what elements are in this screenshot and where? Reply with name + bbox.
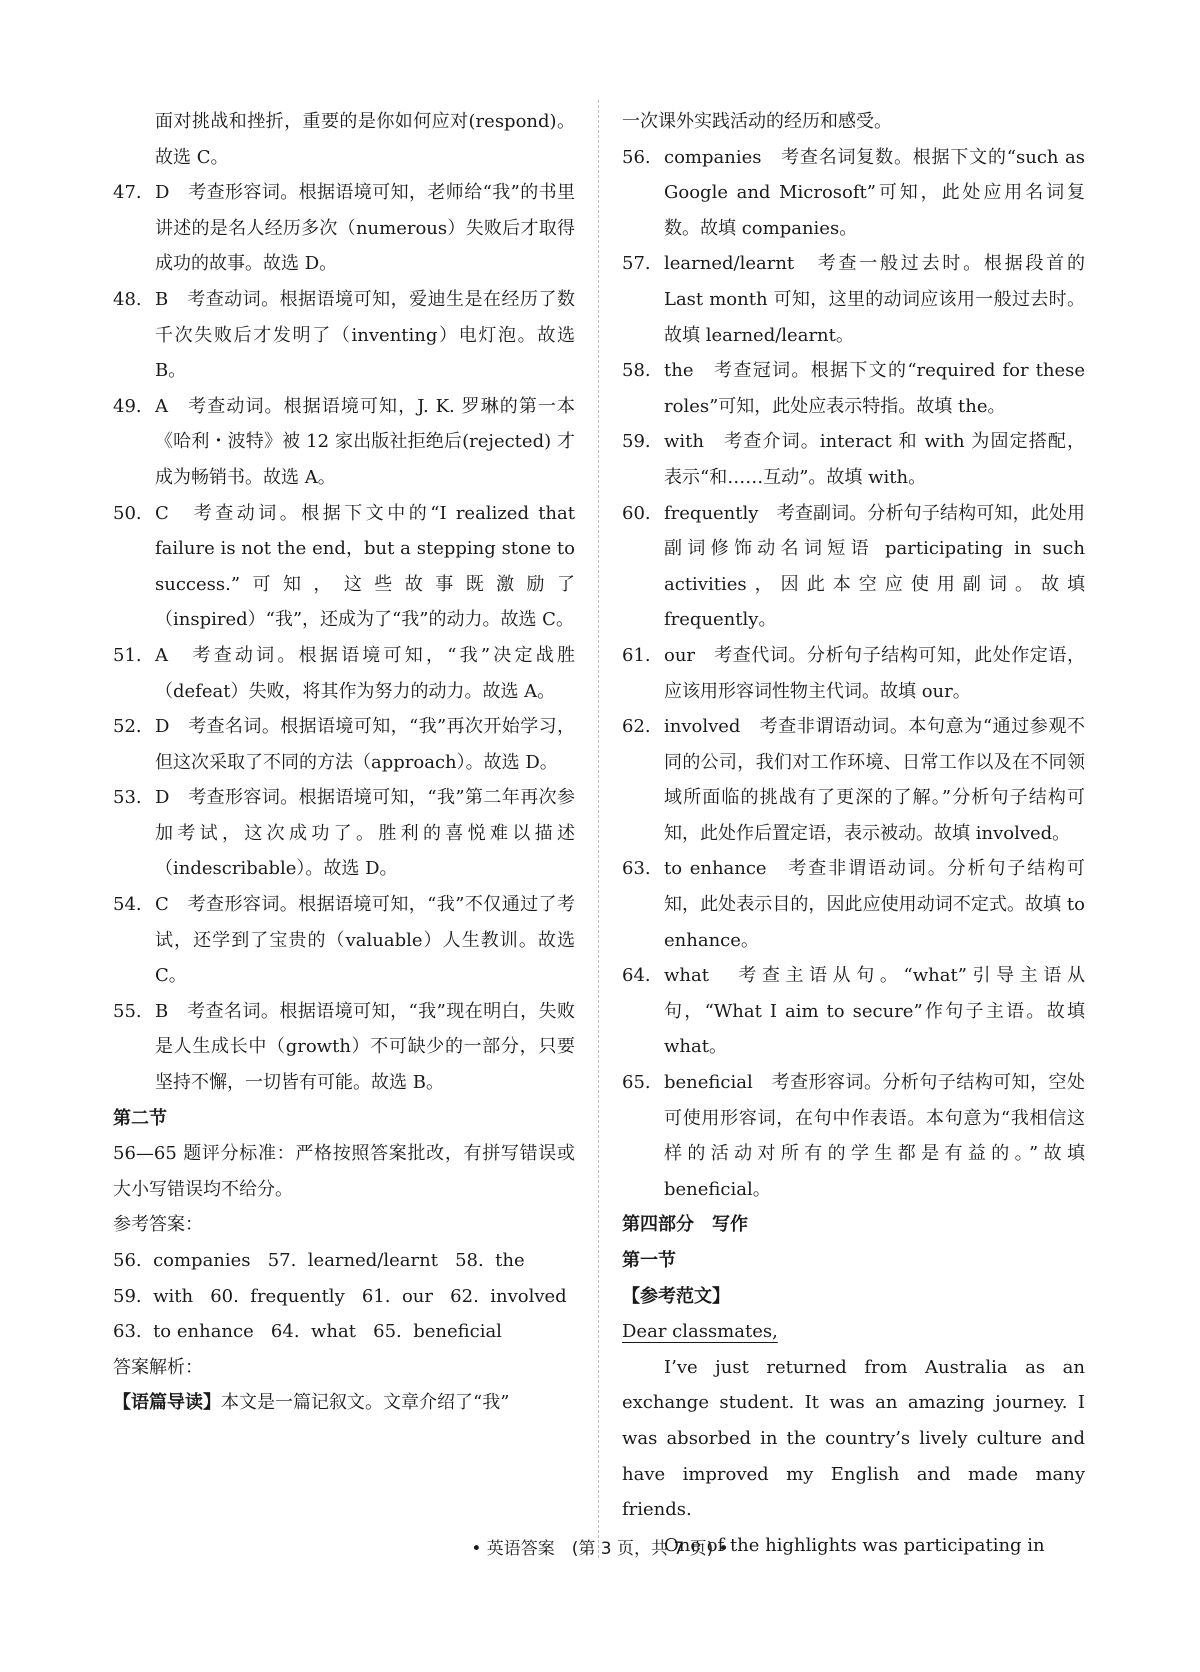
section-heading: 第二节 — [113, 1107, 167, 1129]
analysis-label: 答案解析： — [113, 1356, 203, 1378]
item-text: what 考查主语从句。“what”引导主语从句，“What I aim to secure”作句子主语。故填 what。 — [664, 965, 1085, 1058]
item-text: with 考查介词。interact 和 with 为固定搭配，表示“和……互动”。故填 with。 — [664, 431, 1085, 488]
answer-item-49 — [113, 389, 575, 496]
sample-essay-label: 【参考范文】 — [622, 1285, 730, 1307]
answer-item-56 — [622, 140, 1085, 247]
part-heading: 第四部分 写作 — [622, 1214, 748, 1236]
answer-item-60 — [622, 496, 1085, 638]
item-number: 65. — [622, 1072, 651, 1094]
passage-guide-continued: 一次课外实践活动的经历和感受。 — [622, 111, 892, 132]
item-number: 49. — [113, 395, 142, 417]
item-number: 60. — [622, 502, 651, 524]
item-number: 54. — [113, 894, 142, 916]
item-text: companies 考查名词复数。根据下文的“such as Google and Microsoft”可知，此处应用名词复数。故填 companies。 — [664, 146, 1085, 239]
item-text: C 考查动词。根据下文中的“I realized that failure is not the end，but a stepping stone to success.”可知，这些故事既激励了（inspired）“我”，还成为了“我”的动力。故选 C。 — [155, 502, 575, 631]
item-text: frequently 考查副词。分析句子结构可知，此处用副词修饰动名词短语 participating in such activities，因此本空应使用副词。故填 frequently。 — [664, 502, 1085, 631]
item-number: 63. — [622, 858, 651, 880]
essay-salutation — [622, 1314, 1085, 1350]
item-number: 64. — [622, 965, 651, 987]
answer-item-54 — [113, 887, 575, 994]
column-divider — [598, 100, 599, 1558]
reference-answer-label: 参考答案： — [113, 1214, 203, 1236]
answer-item-63 — [622, 851, 1085, 958]
item-text: A 考查动词。根据语境可知，“我”决定战胜（defeat）失败，将其作为努力的动力。故选 A。 — [155, 644, 575, 702]
scoring-criteria: 56—65 题评分标准：严格按照答案批改，有拼写错误或大小写错误均不给分。 — [113, 1143, 575, 1200]
item-number: 61. — [622, 644, 651, 666]
answer-item-61 — [622, 638, 1085, 709]
essay-paragraph: I’ve just returned from Australia as an exchange student. It was an amazing journey. I was absorbed in the country’s lively culture and have improved my English and made many friends. — [622, 1356, 1085, 1521]
item-text: learned/learnt 考查一般过去时。根据段首的 Last month 可知，这里的动词应该用一般过去时。故填 learned/learnt。 — [664, 253, 1085, 346]
page-footer: • 英语答案 (第 3 页，共 7 页) • — [471, 1539, 729, 1559]
essay-paragraph: One of the highlights was participating in — [664, 1534, 1045, 1556]
item-number: 52. — [113, 716, 142, 738]
item-number: 57. — [622, 253, 651, 275]
right-column — [622, 104, 1085, 1563]
answer-item-51 — [113, 638, 575, 709]
item-number: 55. — [113, 1000, 142, 1022]
item-number: 59. — [622, 431, 651, 453]
item-number: 53. — [113, 787, 142, 809]
item-number: 56. — [622, 146, 651, 168]
item-text: B 考查动词。根据语境可知，爱迪生是在经历了数千次失败后才发明了（inventing）电灯泡。故选 B。 — [155, 288, 575, 382]
answer-item-65 — [622, 1065, 1085, 1207]
item-text: involved 考查非谓语动词。本句意为“通过参观不同的公司，我们对工作环境、日常工作以及在不同领域所面临的挑战有了更深的了解。”分析句子结构可知，此处作后置定语，表示被动。故填 involved。 — [664, 716, 1086, 844]
answer-item-52 — [113, 709, 575, 780]
section-heading: 第一节 — [622, 1250, 676, 1271]
continued-text: 面对挑战和挫折，重要的是你如何应对(respond)。故选 C。 — [155, 111, 575, 168]
item-number: 58. — [622, 360, 651, 382]
item-text: C 考查形容词。根据语境可知，“我”不仅通过了考试，还学到了宝贵的（valuable）人生教训。故选 C。 — [155, 894, 575, 987]
answer-key-line: 63. to enhance 64. what 65. beneficial — [113, 1321, 502, 1343]
passage-guide-text: 本文是一篇记叙文。文章介绍了“我” — [221, 1392, 510, 1414]
answer-key-line: 56. companies 57. learned/learnt 58. the — [113, 1250, 525, 1271]
item-number: 62. — [622, 716, 651, 738]
left-column — [113, 104, 575, 1421]
answer-item-55 — [113, 994, 575, 1101]
answer-item-53 — [113, 780, 575, 887]
answer-item-59 — [622, 424, 1085, 495]
answer-key-line: 59. with 60. frequently 61. our 62. involved — [113, 1285, 567, 1307]
answer-item-48 — [113, 282, 575, 389]
item-text: D 考查名词。根据语境可知，“我”再次开始学习，但这次采取了不同的方法（approach）。故选 D。 — [155, 716, 575, 773]
item-text: the 考查冠词。根据下文的“required for these roles”可知，此处应表示特指。故填 the。 — [664, 360, 1085, 417]
item-number: 47. — [113, 182, 142, 204]
answer-item-50 — [113, 496, 575, 638]
item-text: B 考查名词。根据语境可知，“我”现在明白，失败是人生成长中（growth）不可缺少的一部分，只要坚持不懈，一切皆有可能。故选 B。 — [155, 1000, 575, 1094]
salutation-text: Dear classmates, — [622, 1321, 778, 1343]
passage-guide-tag: 【语篇导读】 — [113, 1392, 221, 1414]
item-number: 48. — [113, 288, 142, 310]
answer-item-58 — [622, 353, 1085, 424]
item-number: 50. — [113, 502, 142, 524]
item-text: beneficial 考查形容词。分析句子结构可知，空处可使用形容词，在句中作表语。本句意为“我相信这样的活动对所有的学生都是有益的。”故填 beneficial。 — [664, 1072, 1086, 1200]
answer-item-57 — [622, 246, 1085, 353]
answer-item-47 — [113, 175, 575, 282]
answer-item-64 — [622, 958, 1085, 1065]
item-text: our 考查代词。分析句子结构可知，此处作定语，应该用形容词性物主代词。故填 our。 — [664, 644, 1085, 702]
item-text: A 考查动词。根据语境可知，J. K. 罗琳的第一本《哈利・波特》被 12 家出版社拒绝后(rejected) 才成为畅销书。故选 A。 — [155, 395, 575, 488]
item-text: D 考查形容词。根据语境可知，老师给“我”的书里讲述的是名人经历多次（numerous）失败后才取得成功的故事。故选 D。 — [155, 182, 575, 275]
item-number: 51. — [113, 644, 142, 666]
answer-key — [113, 1243, 575, 1350]
item-text: D 考查形容词。根据语境可知，“我”第二年再次参加考试，这次成功了。胜利的喜悦难以描述（indescribable）。故选 D。 — [155, 787, 575, 880]
passage-guide — [113, 1385, 575, 1421]
item-text: to enhance 考查非谓语动词。分析句子结构可知，此处表示目的，因此应使用动词不定式。故填 to enhance。 — [664, 858, 1085, 951]
answer-item-62 — [622, 709, 1085, 851]
